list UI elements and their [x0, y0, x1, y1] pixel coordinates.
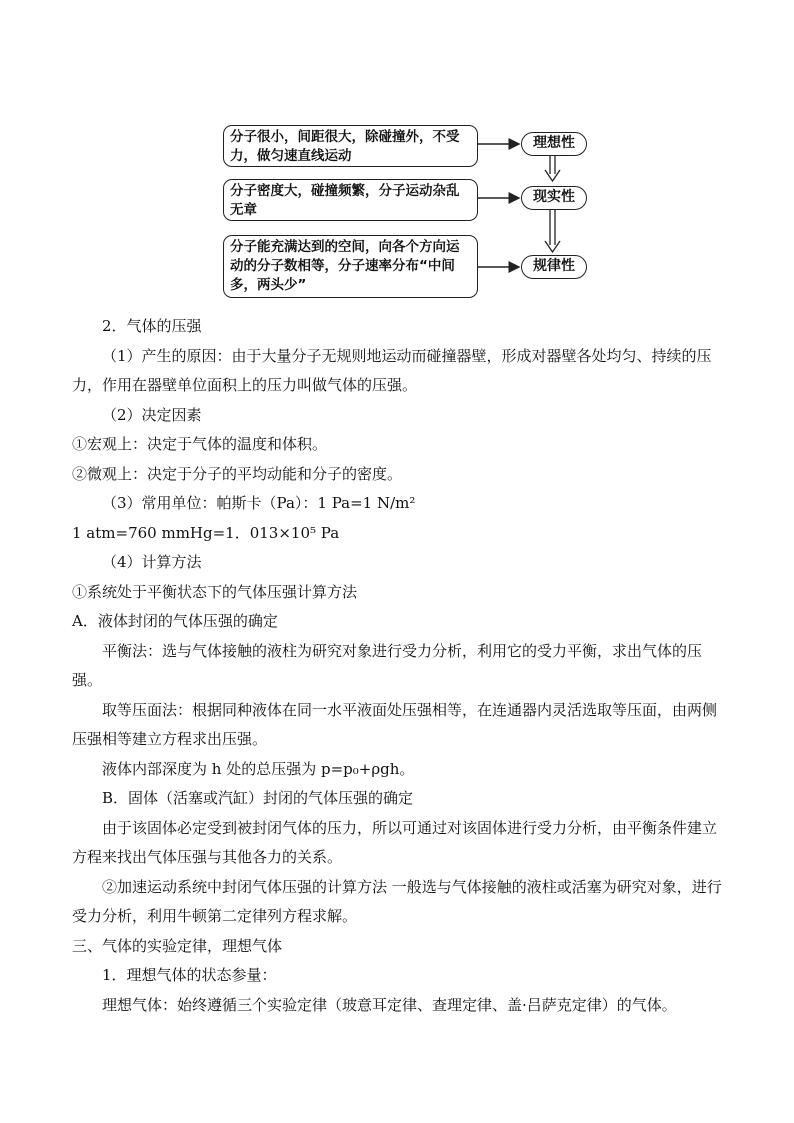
paragraph-micro: ②微观上：决定于分子的平均动能和分子的密度。	[72, 464, 403, 483]
paragraph-liquid-sealed: A．液体封闭的气体压强的确定	[72, 612, 278, 630]
section-heading-pressure: 2．气体的压强	[102, 317, 202, 335]
subheading-method: （4）计算方法	[102, 553, 202, 571]
paragraph-balance-method: 平衡法：选与气体接触的液柱为研究对象进行受力分析，利用它的受力平衡，求出气体的压强。	[72, 641, 703, 689]
paragraph-solid-sealed: B．固体（活塞或汽缸）封闭的气体压强的确定	[102, 789, 414, 807]
paragraph-unit: （3）常用单位：帕斯卡（Pa）：1 Pa=1 N/m²	[102, 494, 416, 512]
double-arrow-down-icon-1	[545, 156, 560, 181]
paragraph-isobaric: 取等压面法：根据同种液体在同一水平液面处压强相等，在连通器内灵活选取等压面，由两侧压强相等建立方程求出压强。	[72, 700, 718, 748]
label-regular: 规律性	[521, 255, 587, 279]
paragraph-accelerating: ②加速运动系统中封闭气体压强的计算方法 一般选与气体接触的液柱或活塞为研究对象，进行受力分析，利用牛顿第二定律列方程求解。	[72, 877, 722, 925]
diagram-box-real: 分子密度大，碰撞频繁，分子运动杂乱无章	[223, 179, 478, 221]
paragraph-ideal-gas: 理想气体：始终遵循三个实验定律（玻意耳定律、查理定律、盖·吕萨克定律）的气体。	[102, 995, 677, 1014]
double-arrow-down-icon-2	[545, 210, 560, 252]
document-body	[72, 312, 726, 1020]
paragraph-depth: 液体内部深度为 h 处的总压强为 p=p₀+ρgh。	[102, 759, 415, 778]
paragraph-macro: ①宏观上：决定于气体的温度和体积。	[72, 435, 328, 453]
paragraph-cause: （1）产生的原因：由于大量分子无规则地运动而碰撞器壁，形成对器壁各处均匀、持续的压力，作用在器壁单位面积上的压力叫做气体的压强。	[72, 346, 712, 394]
diagram-box-regular: 分子能充满达到的空间，向各个方向运动的分子数相等，分子速率分布“中间多，两头少”	[223, 235, 478, 298]
label-ideal: 理想性	[521, 132, 587, 156]
diagram-box-ideal: 分子很小，间距很大，除碰撞外，不受力，做匀速直线运动	[223, 125, 478, 167]
paragraph-atm: 1 atm=760 mmHg=1．013×10⁵ Pa	[72, 523, 340, 542]
subheading-factors: （2）决定因素	[102, 405, 202, 424]
paragraph-solid-analysis: 由于该固体必定受到被封闭气体的压力，所以可通过对该固体进行受力分析，由平衡条件建立方程来找出气体压强与其他各力的关系。	[72, 818, 718, 866]
subheading-state: 1．理想气体的状态参量：	[102, 966, 277, 984]
paragraph-equilibrium: ①系统处于平衡状态下的气体压强计算方法	[72, 582, 358, 601]
gas-model-diagram	[223, 118, 593, 303]
label-real: 现实性	[521, 186, 587, 210]
section-heading-laws: 三、气体的实验定律，理想气体	[72, 936, 283, 955]
